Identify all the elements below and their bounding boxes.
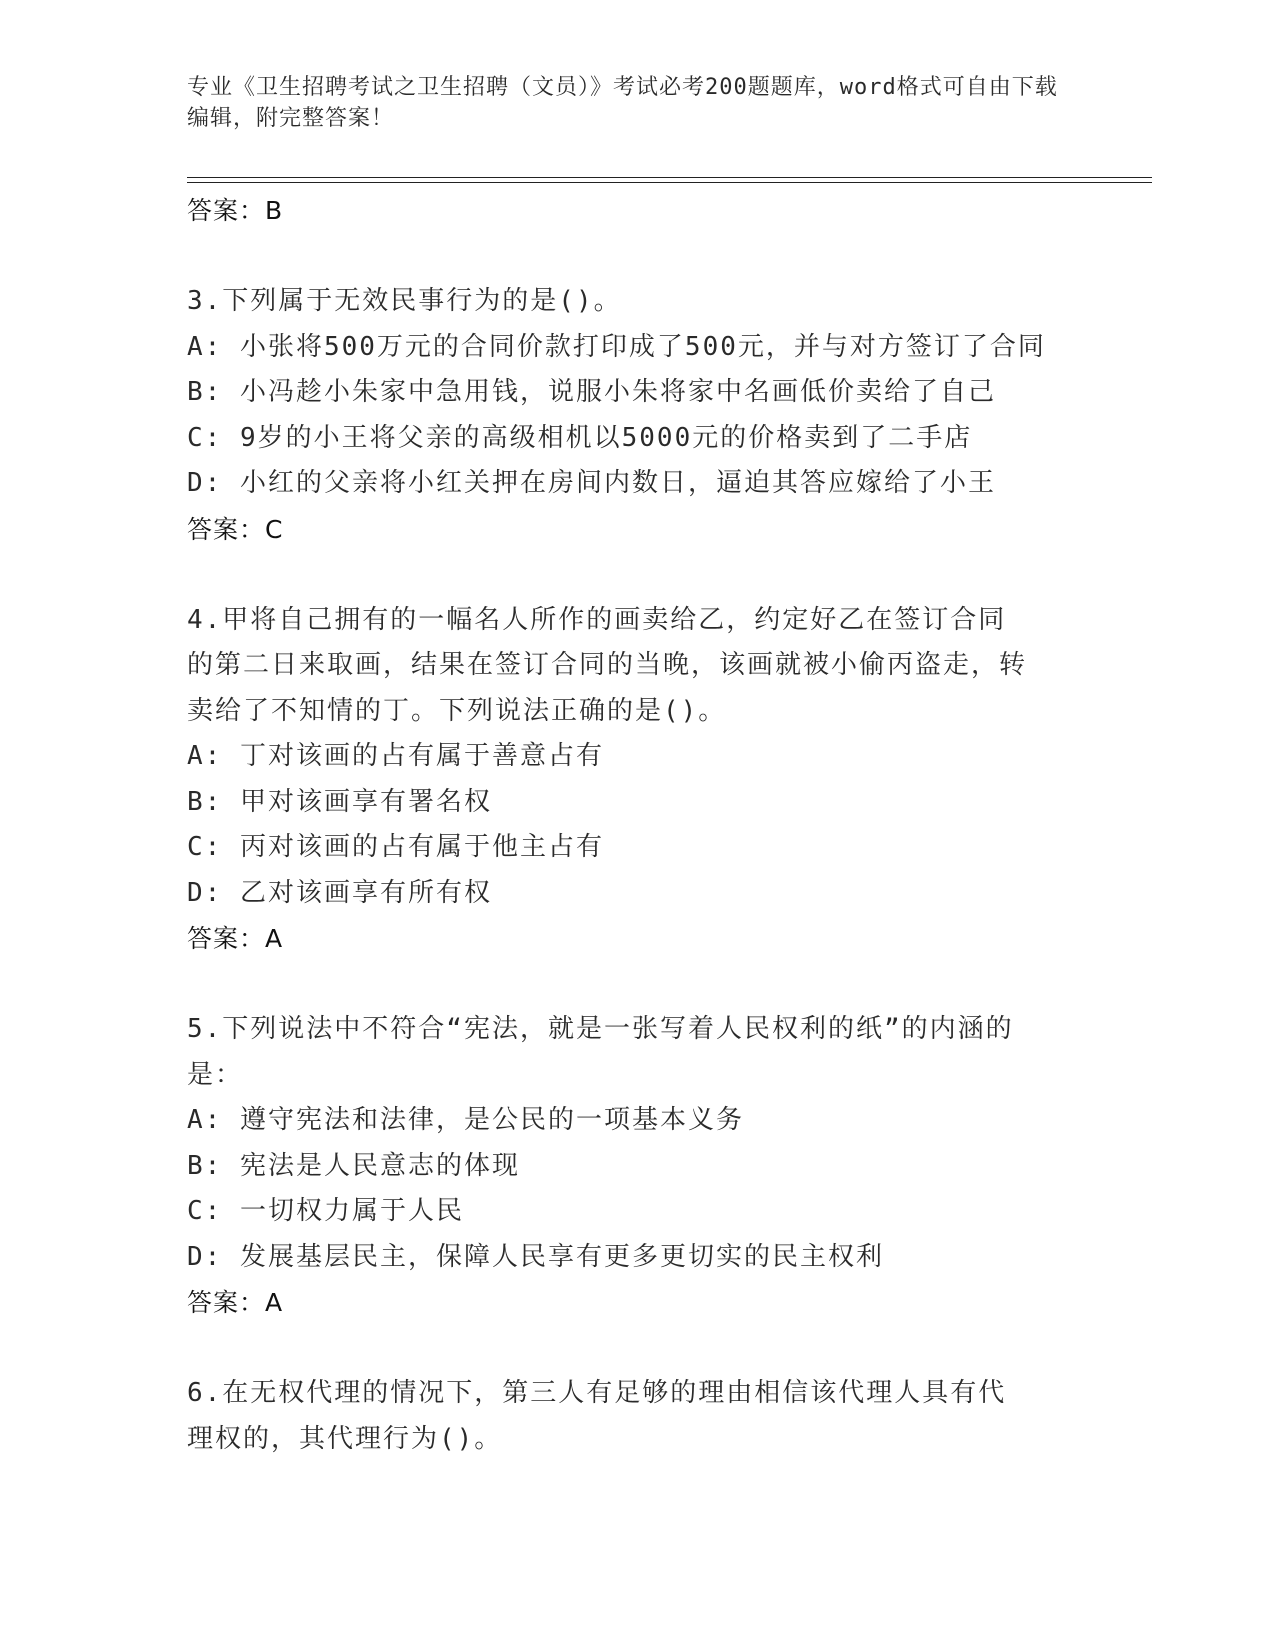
question-stem: 4.甲将自己拥有的一幅名人所作的画卖给乙，约定好乙在签订合同的第二日来取画，结果在签订合同的当晚，该画就被小偷丙盗走，转卖给了不知情的丁。下列说法正确的是()。 — [187, 604, 1028, 726]
option-c: C: 一切权力属于人民 — [187, 1196, 464, 1226]
option-d: D: 发展基层民主，保障人民享有更多更切实的民主权利 — [187, 1241, 884, 1272]
option-c: C: 9岁的小王将父亲的高级相机以5000元的价格卖到了二手店 — [187, 422, 973, 453]
question-stem: 3.下列属于无效民事行为的是()。 — [187, 286, 622, 316]
spacer — [187, 1326, 1087, 1372]
question-block — [187, 1371, 1087, 1462]
question-stem: 6.在无权代理的情况下，第三人有足够的理由相信该代理人具有代理权的，其代理行为()。 — [187, 1378, 1007, 1454]
question-block — [187, 598, 1087, 962]
header-divider-top — [187, 177, 1152, 178]
spacer — [187, 962, 1087, 1008]
option-a: A: 遵守宪法和法律，是公民的一项基本义务 — [187, 1105, 744, 1135]
question-stem: 5.下列说法中不符合“宪法，就是一张写着人民权利的纸”的内涵的是： — [187, 1014, 1014, 1090]
document-header: 专业《卫生招聘考试之卫生招聘（文员）》考试必考200题题库，word格式可自由下载编辑，附完整答案！ — [187, 75, 1058, 131]
question-list — [187, 188, 1087, 1462]
option-a: A: 小张将500万元的合同价款打印成了500元，并与对方签订了合同 — [187, 331, 1046, 362]
option-b: B: 甲对该画享有署名权 — [187, 786, 492, 817]
question-block — [187, 279, 1087, 552]
option-b: B: 小冯趁小朱家中急用钱，说服小朱将家中名画低价卖给了自己 — [187, 377, 996, 407]
option-a: A: 丁对该画的占有属于善意占有 — [187, 741, 604, 771]
answer-line: 答案：C — [187, 514, 284, 544]
answer-line: 答案：A — [187, 924, 284, 953]
question-block — [187, 1007, 1087, 1326]
answer-line: 答案：B — [187, 196, 284, 225]
option-c: C: 丙对该画的占有属于他主占有 — [187, 832, 604, 862]
spacer — [187, 552, 1087, 598]
spacer — [187, 234, 1087, 280]
answer-line: 答案：A — [187, 1288, 284, 1317]
header-divider-bottom — [187, 182, 1152, 183]
option-b: B: 宪法是人民意志的体现 — [187, 1150, 520, 1181]
option-d: D: 小红的父亲将小红关押在房间内数日，逼迫其答应嫁给了小王 — [187, 468, 996, 498]
option-d: D: 乙对该画享有所有权 — [187, 877, 492, 908]
